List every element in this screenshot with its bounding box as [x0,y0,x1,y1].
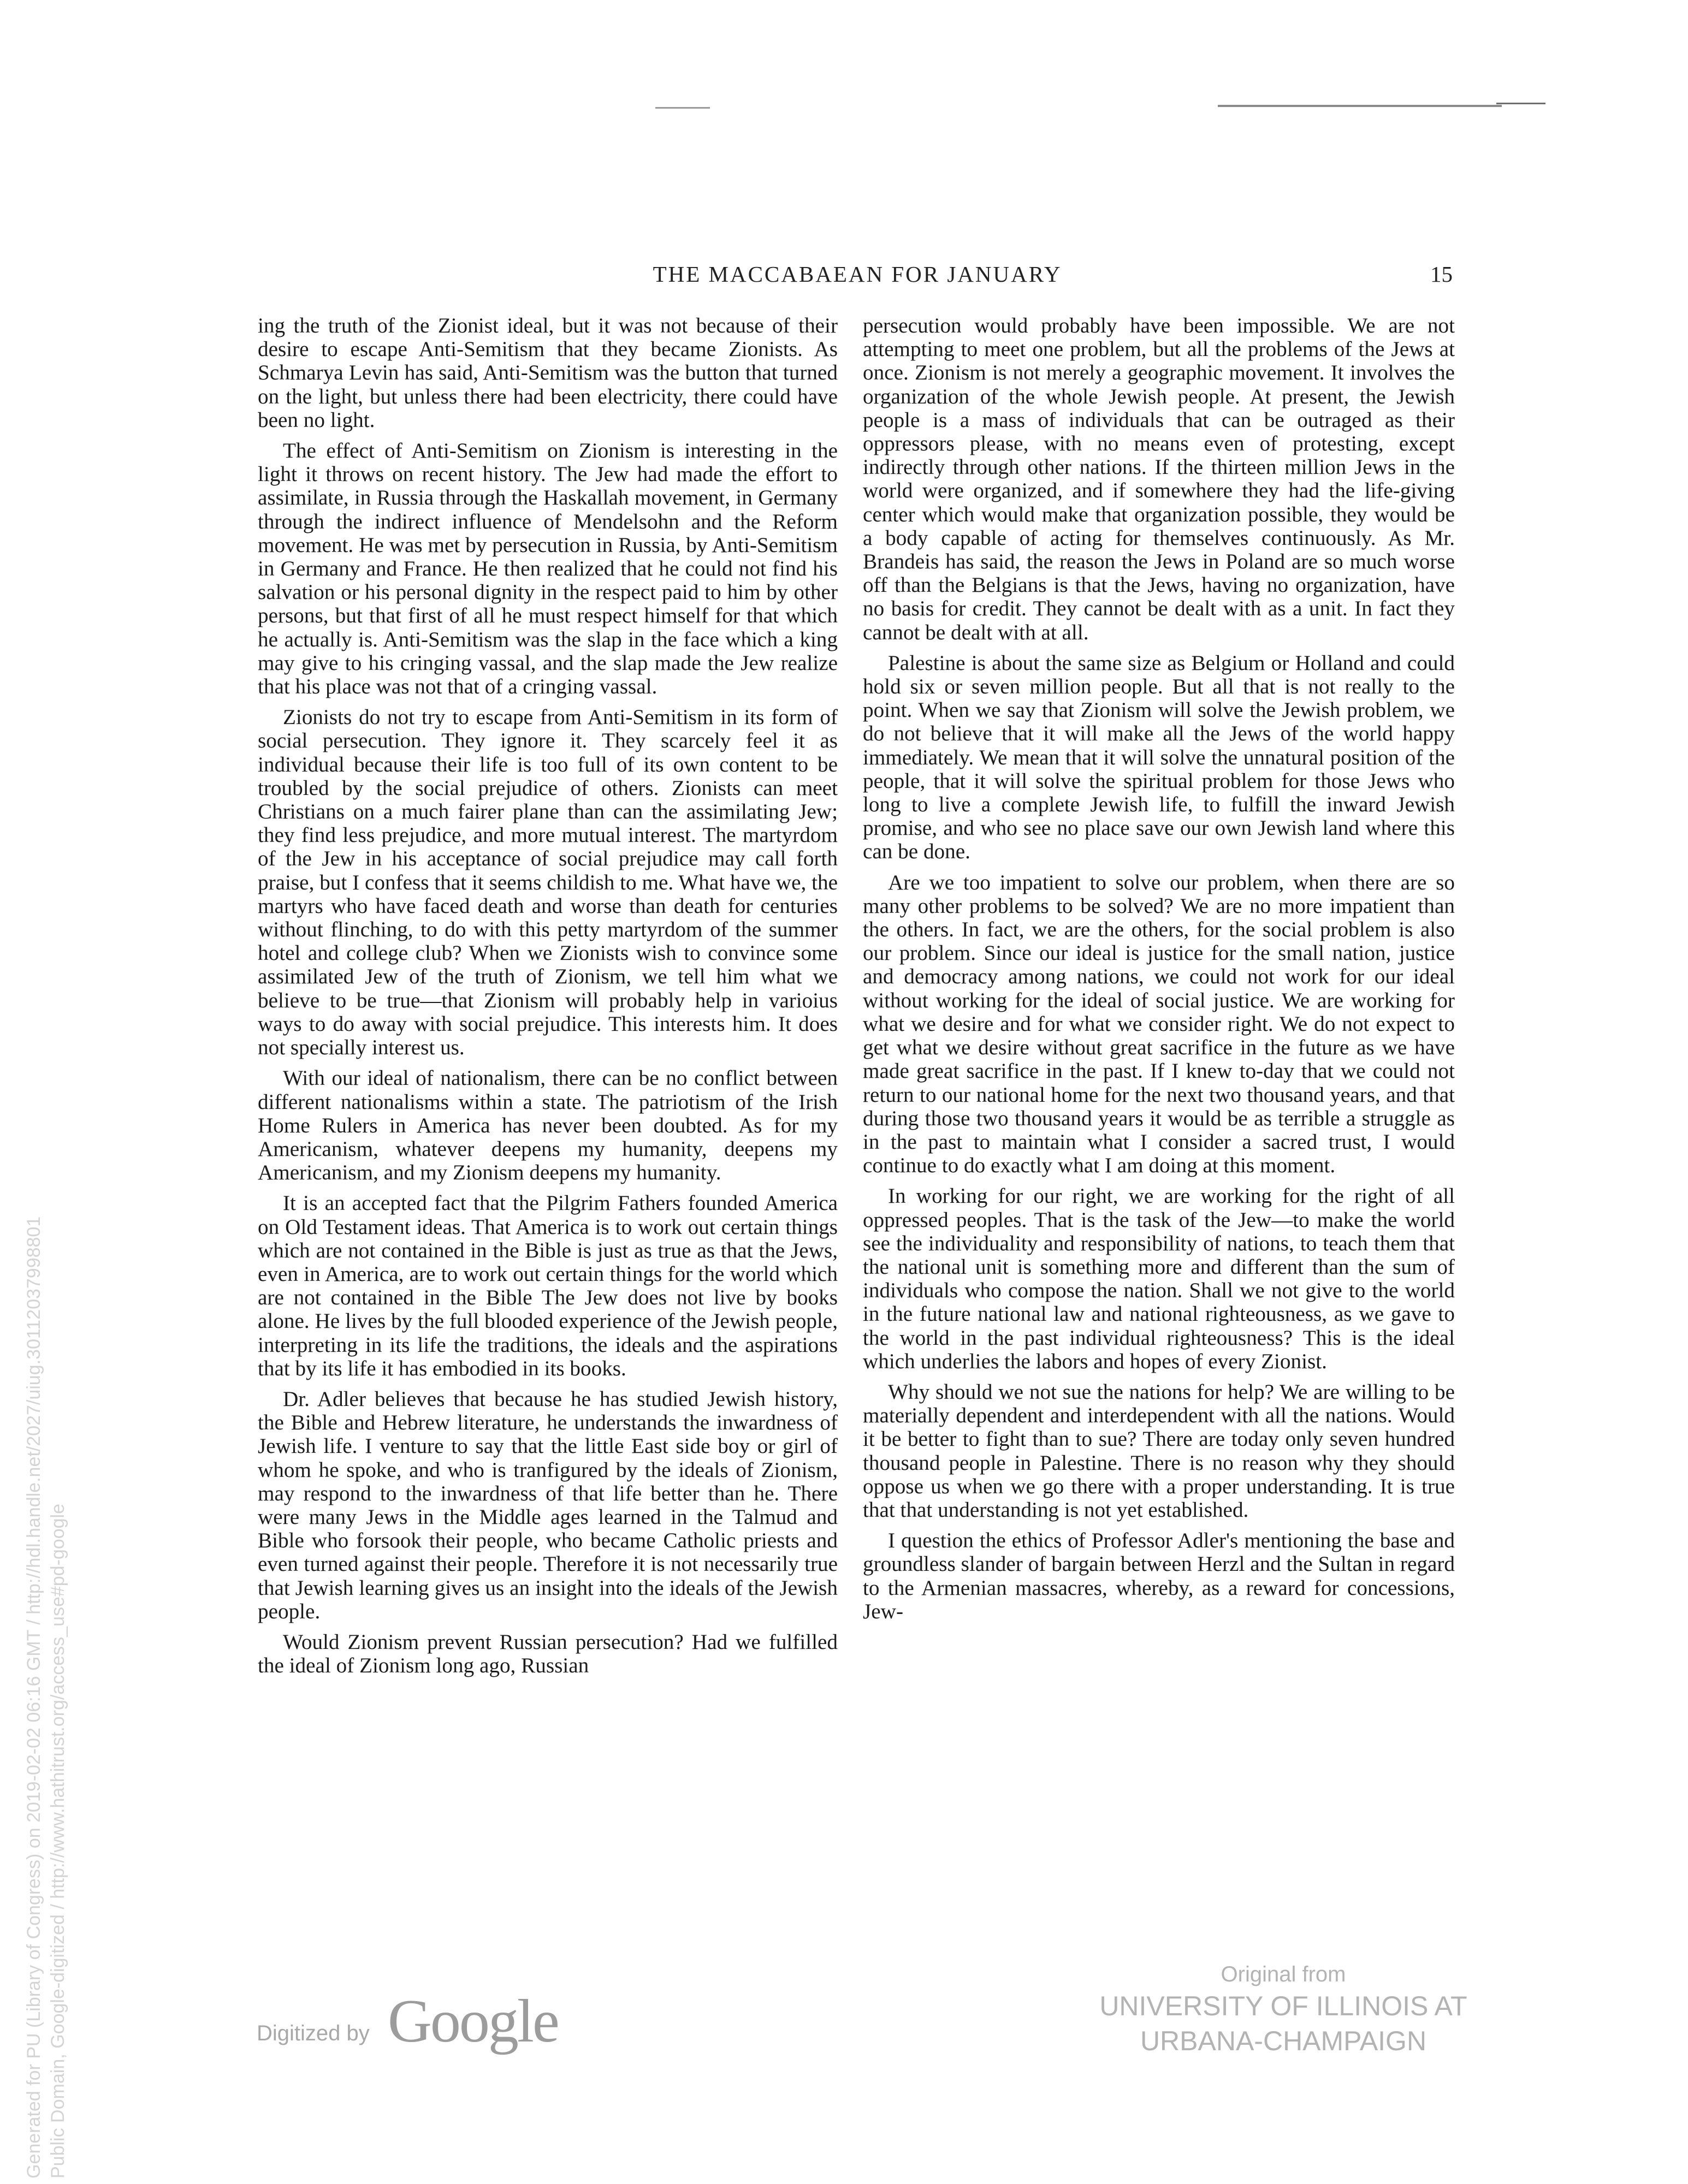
left-column [258,314,838,1684]
left-paragraph-7: Would Zionism prevent Russian persecution? Had we fulfilled the ideal of Zionism long ago, Russian [258,1630,838,1678]
page-number: 15 [1430,262,1453,287]
hathitrust-margin-stamp [22,1216,70,2179]
top-rule-right-end [1496,103,1545,104]
top-rule-right [1218,105,1502,107]
margin-stamp-line-2: Public Domain, Google-digitized / http://www.hathitrust.org/access_use#pd-google [48,1503,68,2179]
left-paragraph-3: Zionists do not try to escape from Anti-Semitism in its form of social persecution. They ignore it. They scarcely feel it as individual because their life is too full of its own content to be troubled by the social prejudice of others. Zionists can meet Christians on a much fairer plane than can the assimilating Jew; they find less prejudice, and more mutual interest. The martyrdom of the Jew in his acceptance of social prejudice may call forth praise, but I confess that it seems childish to me. What have we, the martyrs who have faced death and worse than death for centuries without flinching, to do with this petty martyrdom of the summer hotel and college club? When we Zionists wish to convince some assimilated Jew of the truth of Zionism, we tell him what we believe to be true—that Zionism will probably help in varioius ways to do away with social prejudice. This interests him. It does not specially interest us. [258,705,838,1060]
institution-campus: URBANA-CHAMPAIGN [1140,2026,1427,2056]
left-paragraph-1: ing the truth of the Zionist ideal, but it was not because of their desire to escape Anti-Semitism that they became Zionists. As Schmarya Levin has said, Anti-Semitism was the button that turned on the light, but unless there had been electricity, there could have been no light. [258,314,838,432]
provenance-note [1038,1960,1529,2058]
right-column [863,314,1455,1630]
original-from-label: Original from [1221,1962,1346,1986]
left-paragraph-5: It is an accepted fact that the Pilgrim Fathers founded America on Old Testament ideas. That America is to work out certain things which are not contained in the Bible is just as true as that the Jews, even in America, are to work out certain things for the world which are not contained in the Bible The Jew does not live by books alone. He lives by the full blooded experience of the Jewish people, interpreting in its life the traditions, the ideals and the aspirations that by its life it has embodied in its books. [258,1191,838,1380]
google-digitized-logo [257,1986,584,2063]
institution-name: UNIVERSITY OF ILLINOIS AT [1099,1991,1467,2021]
top-rule-left [655,107,710,109]
running-title: THE MACCABAEAN FOR JANUARY [653,262,1062,287]
right-paragraph-5: Why should we not sue the nations for help? We are willing to be materially dependent and interdependent with all the nations. Would it be better to fight than to sue? There are today only seven hundred thousand people in Palestine. There is no reason why they should oppose us when we go there with a proper understanding. It is true that that understanding is not yet established. [863,1380,1455,1522]
google-wordmark: Google [388,1987,558,2055]
left-paragraph-6: Dr. Adler believes that because he has studied Jewish history, the Bible and Hebrew literature, he understands the inwardness of Jewish life. I venture to say that the little East side boy or girl of whom he spoke, and who is tranfigured by the ideals of Zionism, may respond to the inwardness of that life better than he. There were many Jews in the Middle ages learned in the Talmud and Bible who forsook their people, who became Catholic priests and even turned against their people. Therefore it is not necessarily true that Jewish learning gives us an insight into the ideals of the Jewish people. [258,1387,838,1623]
left-paragraph-2: The effect of Anti-Semitism on Zionism is interesting in the light it throws on recent history. The Jew had made the effort to assimilate, in Russia through the Haskallah movement, in Germany through the indirect influence of Mendelsohn and the Reform movement. He was met by persecution in Russia, by Anti-Semitism in Germany and France. He then realized that he could not find his salvation or his personal dignity in the respect paid to him by other persons, but that first of all he must respect himself for that which he actually is. Anti-Semitism was the slap in the face which a king may give to his cringing vassal, and the slap made the Jew realize that his place was not that of a cringing vassal. [258,439,838,699]
right-paragraph-2: Palestine is about the same size as Belgium or Holland and could hold six or seven million people. But all that is not really to the point. When we say that Zionism will solve the Jewish problem, we do not believe that it will make all the Jews of the world happy immediately. We mean that it will solve the unnatural position of the people, that it will solve the spiritual problem for those Jews who long to live a complete Jewish life, to fulfill the inward Jewish promise, and who see no place save our own Jewish land where this can be done. [863,651,1455,864]
margin-stamp-line-1: Generated for PU (Library of Congress) on 2019-02-02 06:16 GMT / http://hdl.handle.net/2027/uiug.30112037998801 [23,1216,44,2179]
left-paragraph-4: With our ideal of nationalism, there can be no conflict between different nationalisms within a state. The patriotism of the Irish Home Rulers in America has never been doubted. As for my Americanism, whatever deepens my humanity, deepens my Americanism, and my Zionism deepens my humanity. [258,1066,838,1185]
right-paragraph-4: In working for our right, we are working for the right of all oppressed peoples. That is the task of the Jew—to make the world see the individuality and responsibility of nations, to teach them that the national unit is something more and different than the sum of individuals who compose the nation. Shall we not give to the world in the future national law and national righteousness, as we gave to the world in the past individual righteousness? This is the ideal which underlies the labors and hopes of every Zionist. [863,1184,1455,1373]
right-paragraph-6: I question the ethics of Professor Adler's mentioning the base and groundless slander of bargain between Herzl and the Sultan in regard to the Armenian massacres, whereby, as a reward for concessions, Jew- [863,1529,1455,1623]
digitized-by-label: Digitized by [257,2021,370,2045]
right-paragraph-1: persecution would probably have been impossible. We are not attempting to meet one problem, but all the problems of the Jews at once. Zionism is not merely a geographic movement. It involves the organization of the whole Jewish people. At present, the Jewish people is a mass of individuals that can be outraged as their oppressors please, with no means even of protesting, except indirectly through other nations. If the thirteen million Jews in the world were organized, and if somewhere they had the life-giving center which would make that organization possible, they would be a body capable of acting for themselves continuously. As Mr. Brandeis has said, the reason the Jews in Poland are so much worse off than the Belgians is that the Jews, having no organization, have no basis for credit. They cannot be dealt with as a unit. In fact they cannot be dealt with at all. [863,314,1455,644]
right-paragraph-3: Are we too impatient to solve our problem, when there are so many other problems to be solved? We are no more impatient than the others. In fact, we are the others, for the social problem is also our problem. Since our ideal is justice for the small nation, justice and democracy among nations, we could not work for our ideal without working for the ideal of social justice. We are working for what we desire and for what we consider right. We do not expect to get what we desire without great sacrifice in the future as we have made great sacrifice in the past. If I knew to-day that we could not return to our national home for the next two thousand years, and that during those two thousand years it would be as terrible a struggle as in the past to maintain what I consider a sacred trust, I would continue to do exactly what I am doing at this moment. [863,870,1455,1178]
